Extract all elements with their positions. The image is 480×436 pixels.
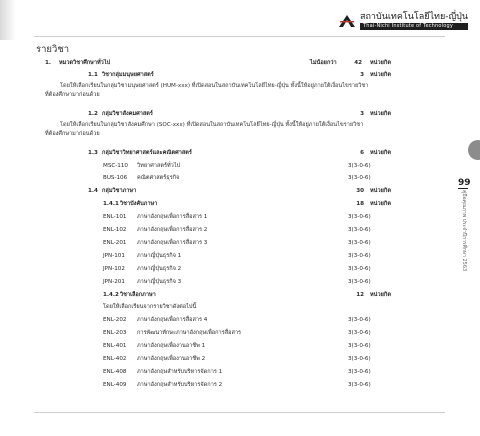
- section-number: 1.3: [88, 150, 98, 156]
- section-credits: 12: [356, 292, 364, 298]
- section-credits: 18: [356, 201, 364, 207]
- section-1-4-2-note: โดยให้เลือกเรียนจากรายวิชาดังต่อไปนี้: [103, 304, 197, 310]
- course-name: ภาษาญี่ปุ่นธุรกิจ 3: [137, 279, 182, 285]
- note-line: โดยให้เลือกเรียนในกลุ่มวิชามนุษยศาสตร์ (HUM-xxx) ที่เปิดสอนในสถาบันเทคโนโลยีไทย-ญี่ปุ่น ทั้งนี้ให้อยู่ภายใต้เงื่อนไขรายวิชา: [60, 83, 369, 89]
- section-title: กลุ่มวิชาภาษา: [102, 188, 137, 194]
- section-unit: หน่วยกิต: [370, 60, 391, 66]
- section-number: 1.: [45, 60, 52, 66]
- course-code: ENL-102: [103, 227, 127, 233]
- course-hours: 3(3-0-6): [348, 266, 371, 272]
- course-hours: 3(3-0-6): [348, 382, 371, 388]
- course-hours: 3(3-0-6): [348, 279, 371, 285]
- institute-name-thai: สถาบันเทคโนโลยีไทย-ญี่ปุ่น: [359, 12, 468, 22]
- course-code: ENL-408: [103, 369, 127, 375]
- page-number-rule: [458, 188, 468, 189]
- course-hours: 3(3-0-6): [348, 369, 371, 375]
- course-code: ENL-202: [103, 317, 127, 323]
- section-number: 1.4.1: [103, 201, 119, 207]
- course-row: [103, 354, 403, 365]
- section-tab-marker: [468, 140, 480, 160]
- course-code: ENL-203: [103, 330, 127, 336]
- section-1-4-1-row: [103, 199, 448, 210]
- section-title: วิชาบังคับภาษา: [120, 201, 158, 207]
- section-number: 1.4.2: [103, 292, 119, 298]
- institute-logo: [338, 10, 468, 32]
- section-title: กลุ่มวิชาวิทยาศาสตร์และคณิตศาสตร์: [102, 150, 192, 156]
- section-unit: หน่วยกิต: [370, 150, 391, 156]
- section-1-1-note: [45, 82, 450, 99]
- section-title: หมวดวิชาศึกษาทั่วไป: [59, 60, 111, 66]
- course-hours: 3(3-0-6): [348, 356, 371, 362]
- course-row: [103, 264, 403, 275]
- course-hours: 3(3-0-6): [348, 240, 371, 246]
- course-row: [103, 173, 403, 184]
- section-unit: หน่วยกิต: [370, 111, 391, 117]
- section-1-1-row: [88, 70, 448, 81]
- section-requirement: ไม่น้อยกว่า: [310, 60, 337, 66]
- course-row: [103, 161, 403, 172]
- course-code: ENL-101: [103, 214, 127, 220]
- section-1-4-row: [88, 186, 448, 197]
- section-1-2-note: [45, 121, 450, 138]
- course-hours: 3(3-0-6): [348, 317, 371, 323]
- note-line: ที่ต้องศึกษามาก่อนด้วย: [45, 91, 100, 98]
- section-1-row: [45, 58, 445, 69]
- section-credits: 42: [354, 60, 362, 66]
- course-hours: 3(3-0-6): [348, 227, 371, 233]
- course-row: [103, 328, 403, 339]
- course-name: วิทยาศาสตร์ทั่วไป: [137, 163, 181, 169]
- header-divider: [34, 36, 445, 37]
- course-row: [103, 380, 403, 391]
- section-credits: 3: [360, 111, 364, 117]
- course-name: ภาษาอังกฤษเพื่อการสื่อสาร 3: [137, 240, 208, 246]
- note-line: โดยให้เลือกเรียนในกลุ่มวิชาสังคมศึกษา (SOC-xxx) ที่เปิดสอนในสถาบันเทคโนโลยีไทย-ญี่ปุ่น ทั้งนี้ให้อยู่ภายใต้เงื่อนไขรายวิชา: [60, 122, 364, 128]
- course-code: BUS-106: [103, 175, 128, 181]
- course-hours: 3(3-0-6): [348, 175, 371, 181]
- course-code: ENL-201: [103, 240, 127, 246]
- course-name: ภาษาอังกฤษสำหรับบริหารจัดการ 2: [137, 382, 223, 388]
- course-code: JPN-101: [103, 253, 125, 259]
- section-number: 1.2: [88, 111, 98, 117]
- course-code: JPN-201: [103, 279, 125, 285]
- section-title: วิชาเลือกภาษา: [120, 292, 156, 298]
- section-number: 1.4: [88, 188, 98, 194]
- course-hours: 3(3-0-6): [348, 343, 371, 349]
- page-number: 99: [458, 178, 471, 188]
- institute-name-english: Thai-Nichi Institute of Technology: [360, 23, 468, 30]
- course-row: [103, 367, 403, 378]
- course-code: MSC-110: [103, 163, 128, 169]
- course-hours: 3(3-0-6): [348, 253, 371, 259]
- course-name: คณิตศาสตร์ธุรกิจ: [137, 175, 180, 181]
- section-unit: หน่วยกิต: [370, 188, 391, 194]
- course-code: ENL-402: [103, 356, 127, 362]
- course-name: ภาษาอังกฤษเพื่องานอาชีพ 1: [137, 343, 206, 349]
- course-name: ภาษาอังกฤษเพื่อการสื่อสาร 4: [137, 317, 208, 323]
- course-name: ภาษาอังกฤษเพื่อการสื่อสาร 2: [137, 227, 208, 233]
- section-credits: 3: [360, 72, 364, 78]
- page-title: รายวิชา: [36, 44, 70, 55]
- section-1-3-row: [88, 148, 448, 159]
- course-name: ภาษาอังกฤษเพื่อการสื่อสาร 1: [137, 214, 208, 220]
- course-row: [103, 341, 403, 352]
- course-name: ภาษาญี่ปุ่นธุรกิจ 1: [137, 253, 182, 259]
- course-row: [103, 277, 403, 288]
- course-code: JPN-102: [103, 266, 125, 272]
- course-hours: 3(3-0-6): [348, 214, 371, 220]
- course-row: [103, 238, 403, 249]
- section-unit: หน่วยกิต: [370, 292, 391, 298]
- section-title: กลุ่มวิชาสังคมศาสตร์: [102, 111, 153, 117]
- note-line: ที่ต้องศึกษามาก่อนด้วย: [45, 130, 100, 137]
- course-row: [103, 315, 403, 326]
- course-code: ENL-409: [103, 382, 127, 388]
- course-name: ภาษาอังกฤษเพื่องานอาชีพ 2: [137, 356, 206, 362]
- section-credits: 6: [360, 150, 364, 156]
- course-code: ENL-401: [103, 343, 127, 349]
- section-number: 1.1: [88, 72, 98, 78]
- course-name: ภาษาอังกฤษสำหรับบริหารจัดการ 1: [137, 369, 223, 375]
- page-corner-shadow: [0, 0, 16, 40]
- section-1-4-2-row: [103, 290, 448, 301]
- course-hours: 3(3-0-6): [348, 330, 371, 336]
- tni-logo-icon: [338, 13, 356, 29]
- course-name: ภาษาญี่ปุ่นธุรกิจ 2: [137, 266, 182, 272]
- section-unit: หน่วยกิต: [370, 72, 391, 78]
- section-1-2-row: [88, 109, 448, 120]
- footer-divider: [34, 412, 445, 413]
- course-row: [103, 225, 403, 236]
- side-running-header: คู่มือคุณภาพ ประจำปีการศึกษา 2563: [461, 190, 467, 272]
- course-row: [103, 251, 403, 262]
- course-name: การพัฒนาทักษะภาษาอังกฤษเพื่อการสื่อสาร: [137, 330, 242, 336]
- course-hours: 3(3-0-6): [348, 163, 371, 169]
- section-credits: 30: [356, 188, 364, 194]
- course-row: [103, 212, 403, 223]
- section-title: วิชากลุ่มมนุษยศาสตร์: [102, 72, 154, 78]
- section-unit: หน่วยกิต: [370, 201, 391, 207]
